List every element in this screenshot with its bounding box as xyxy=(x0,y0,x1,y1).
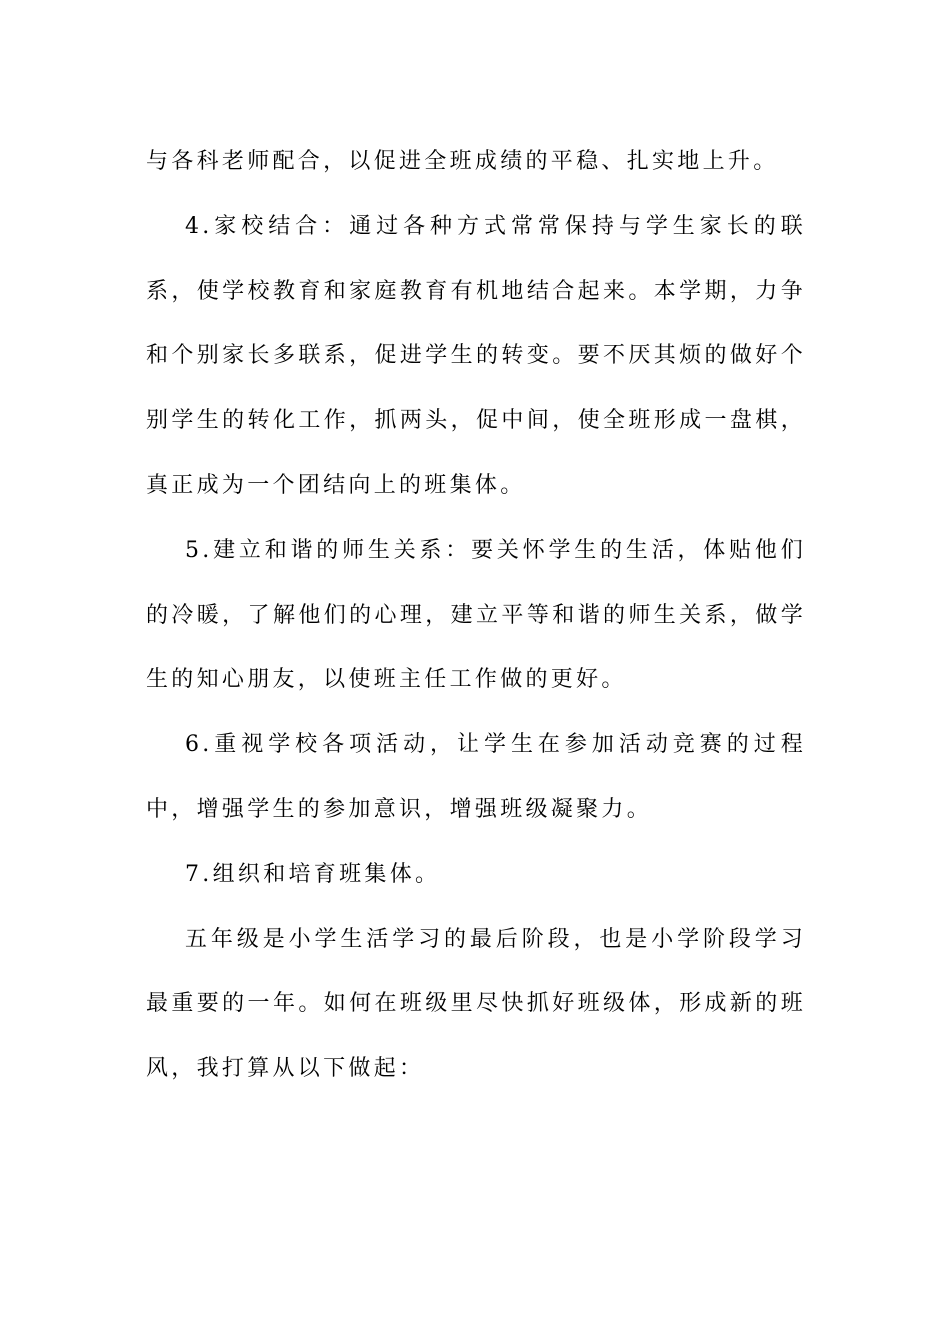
paragraph-item-5: 5.建立和谐的师生关系：要关怀学生的生活，体贴他们的冷暖，了解他们的心理，建立平等和谐的师生关系，做学生的知心朋友，以使班主任工作做的更好。 xyxy=(146,537,806,693)
paragraph-item-6: 6.重视学校各项活动，让学生在参加活动竞赛的过程中，增强学生的参加意识，增强班级凝聚力。 xyxy=(146,732,806,822)
document-body xyxy=(146,130,806,1102)
paragraph-grade-five: 五年级是小学生活学习的最后阶段，也是小学阶段学习最重要的一年。如何在班级里尽快抓好班级体，形成新的班风，我打算从以下做起： xyxy=(146,926,806,1082)
paragraph-item-7: 7.组织和培育班集体。 xyxy=(185,861,441,887)
paragraph-item-4: 4.家校结合：通过各种方式常常保持与学生家长的联系，使学校教育和家庭教育有机地结合起来。本学期，力争和个别家长多联系，促进学生的转变。要不厌其烦的做好个别学生的转化工作，抓两头，促中间，使全班形成一盘棋，真正成为一个团结向上的班集体。 xyxy=(146,213,806,498)
paragraph-continuation: 与各科老师配合，以促进全班成绩的平稳、扎实地上升。 xyxy=(146,149,779,174)
